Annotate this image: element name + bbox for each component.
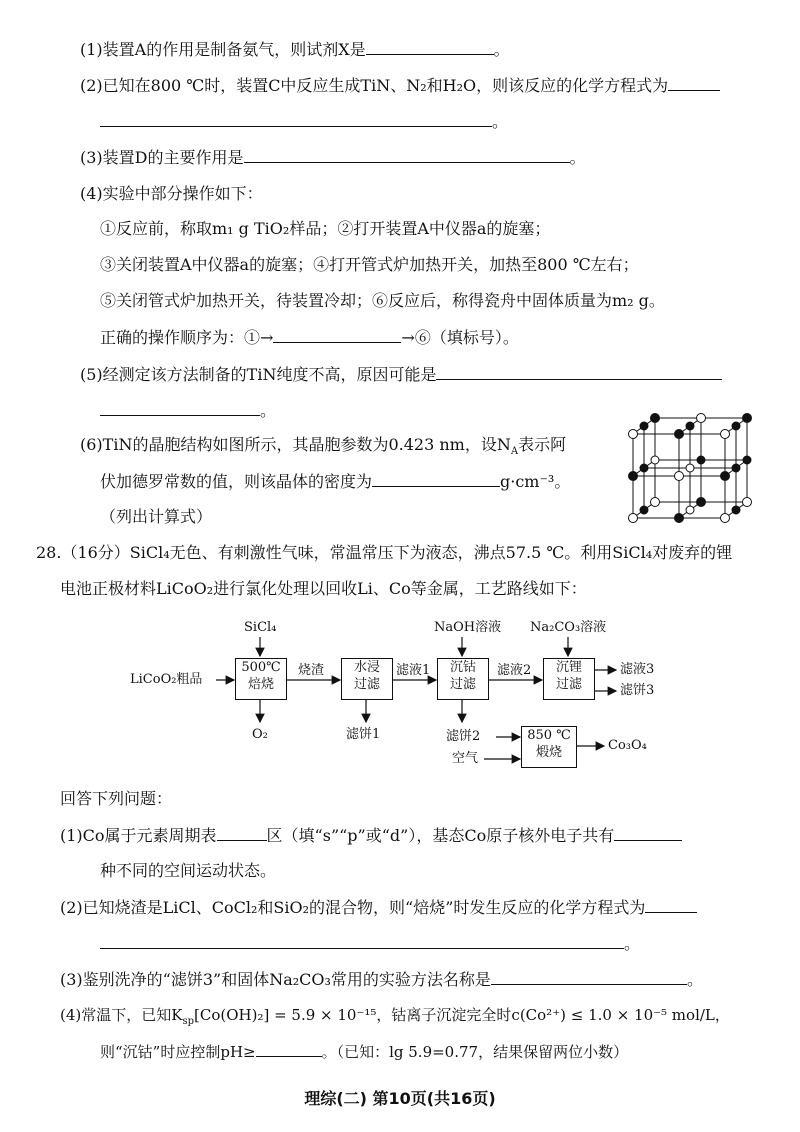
q27-part5-text: (5)经测定该方法制备的TiN纯度不高，原因可能是 — [80, 365, 437, 384]
answer-blank[interactable] — [372, 470, 500, 487]
flow-cake1-label: 滤饼1 — [346, 727, 381, 742]
calcine-label: 煅烧 — [535, 745, 562, 760]
q27-part5-cont — [100, 399, 276, 422]
q28-part4-b-end: 。（已知：lg 5.9=0.77，结果保留两位小数） — [321, 1043, 629, 1061]
q27-part6-b — [100, 470, 570, 493]
q28-part3 — [60, 968, 703, 991]
leach-filter-label: 过滤 — [353, 677, 380, 692]
q27-part3 — [80, 146, 586, 169]
q27-part2-text: (2)已知在800 ℃时，装置C中反应生成TiN、N₂和H₂O，则该反应的化学方程式为 — [80, 76, 669, 95]
q27-part1-end: 。 — [493, 40, 510, 59]
answer-blank[interactable] — [668, 74, 720, 91]
flow-slag-label: 烧渣 — [298, 663, 325, 678]
q28-intro-line1: 28.（16分）SiCl₄无色、有刺激性气味，常温常压下为液态，沸点57.5 ℃。利用SiCl₄对废弃的锂 — [36, 543, 733, 562]
roast-temp: 500℃ — [241, 660, 281, 675]
flow-li-precip-box — [543, 658, 595, 700]
q27-part1 — [80, 38, 510, 61]
flow-roast-box — [235, 658, 287, 700]
q27-part4-order — [100, 326, 519, 349]
answer-blank[interactable] — [256, 1040, 322, 1057]
q28-part3-end: 。 — [686, 970, 703, 989]
flow-filtrate1-label: 滤液1 — [396, 663, 431, 678]
q27-part6-text2: 表示阿 — [518, 435, 567, 454]
na-subscript: A — [510, 446, 519, 458]
q27-part6-c: （列出计算式） — [100, 507, 213, 526]
answer-blank[interactable] — [100, 110, 492, 127]
q27-part2-cont — [100, 110, 508, 133]
flow-filtrate2-label: 滤液2 — [497, 663, 532, 678]
roast-label: 焙烧 — [247, 677, 274, 692]
q28-part4-text2: [Co(OH)₂] = 5.9 × 10⁻¹⁵，钴离子沉淀完全时c(Co²⁺) ≤ 1.0 × 10⁻⁵ mol/L， — [194, 1006, 730, 1024]
q28-part4 — [60, 1004, 730, 1033]
q28-part1 — [60, 824, 682, 847]
q28-part1-text: (1)Co属于元素周期表 — [60, 826, 217, 845]
flow-leach-box — [341, 658, 393, 700]
answer-prompt: 回答下列问题： — [60, 789, 173, 808]
answer-blank[interactable] — [100, 932, 624, 949]
q27-part6 — [80, 434, 566, 463]
ksp-subscript: sp — [182, 1016, 195, 1027]
flow-crude-label: LiCoO₂粗品 — [130, 672, 203, 687]
answer-blank[interactable] — [217, 824, 267, 841]
q27-part1-text: (1)装置A的作用是制备氨气，则试剂X是 — [80, 40, 366, 59]
q27-part4-step-b: ③关闭装置A中仪器a的旋塞；④打开管式炉加热开关，加热至800 ℃左右； — [100, 255, 639, 274]
answer-blank[interactable] — [273, 326, 401, 343]
co-filter-label: 过滤 — [449, 677, 476, 692]
q28-part4-b-text: 则“沉钴”时应控制pH≥ — [100, 1043, 256, 1061]
q27-part6-b-text: 伏加德罗常数的值，则该晶体的密度为 — [100, 472, 373, 491]
q28-part3-text: (3)鉴别洗净的“滤饼3”和固体Na₂CO₃常用的实验方法名称是 — [60, 970, 491, 989]
flow-co-precip-box — [437, 658, 489, 700]
q28-part2-cont — [100, 932, 640, 955]
answer-blank[interactable] — [244, 146, 570, 163]
answer-blank[interactable] — [645, 896, 697, 913]
flow-sicl4-label: SiCl₄ — [244, 620, 277, 635]
answer-blank[interactable] — [366, 38, 494, 55]
q27-part2-end: 。 — [492, 112, 509, 131]
q28-part1-b: 种不同的空间运动状态。 — [100, 861, 277, 880]
li-filter-label: 过滤 — [555, 677, 582, 692]
flow-na2co3-label: Na₂CO₃溶液 — [530, 620, 607, 635]
q27-part4-order-pre: 正确的操作顺序为：①→ — [100, 328, 274, 347]
calcine-temp: 850 ℃ — [527, 728, 571, 743]
q28-part1-mid: 区（填“s”“p”或“d”），基态Co原子核外电子共有 — [266, 826, 615, 845]
q28-part4-text: (4)常温下，已知K — [60, 1006, 183, 1024]
q27-part3-end: 。 — [569, 148, 586, 167]
co-precip-label: 沉钴 — [449, 660, 476, 675]
page-footer: 理综(二) 第10页(共16页) — [304, 1089, 496, 1108]
answer-blank[interactable] — [491, 968, 687, 985]
q27-part3-text: (3)装置D的主要作用是 — [80, 148, 244, 167]
flow-cake2-label: 滤饼2 — [446, 729, 481, 744]
q27-part4-order-post: →⑥（填标号）。 — [401, 328, 519, 347]
answer-blank[interactable] — [614, 824, 682, 841]
flow-air-label: 空气 — [452, 751, 479, 766]
answer-blank[interactable] — [436, 363, 722, 380]
answer-blank[interactable] — [100, 399, 260, 416]
q27-part4-step-a: ①反应前，称取m₁ g TiO₂样品；②打开装置A中仪器a的旋塞； — [100, 219, 551, 238]
flow-co3o4-label: Co₃O₄ — [608, 738, 647, 753]
leach-label: 水浸 — [353, 660, 380, 675]
density-unit: g·cm⁻³。 — [500, 472, 571, 491]
q27-part2 — [80, 74, 720, 97]
q28-part2 — [60, 896, 697, 919]
flow-calcine-box — [521, 726, 577, 768]
q27-part6-text: (6)TiN的晶胞结构如图所示，其晶胞参数为0.423 nm，设N — [80, 435, 511, 454]
q27-part4: (4)实验中部分操作如下： — [80, 184, 263, 203]
flow-o2-label: O₂ — [252, 727, 268, 742]
flow-naoh-label: NaOH溶液 — [434, 620, 502, 635]
q27-part4-step-c: ⑤关闭管式炉加热开关，待装置冷却；⑥反应后，称得瓷舟中固体质量为m₂ g。 — [100, 291, 665, 310]
flow-cake3-label: 滤饼3 — [620, 683, 655, 698]
li-precip-label: 沉锂 — [555, 660, 582, 675]
flow-filtrate3-label: 滤液3 — [620, 662, 655, 677]
q27-part5 — [80, 363, 722, 386]
q28-part4-b — [100, 1040, 628, 1063]
q28-part2-end: 。 — [624, 934, 641, 953]
q28-part2-text: (2)已知烧渣是LiCl、CoCl₂和SiO₂的混合物，则“焙烧”时发生反应的化学方程式为 — [60, 898, 646, 917]
q27-part5-end: 。 — [260, 401, 277, 420]
q28-intro-line2: 电池正极材料LiCoO₂进行氯化处理以回收Li、Co等金属，工艺路线如下： — [60, 579, 587, 598]
